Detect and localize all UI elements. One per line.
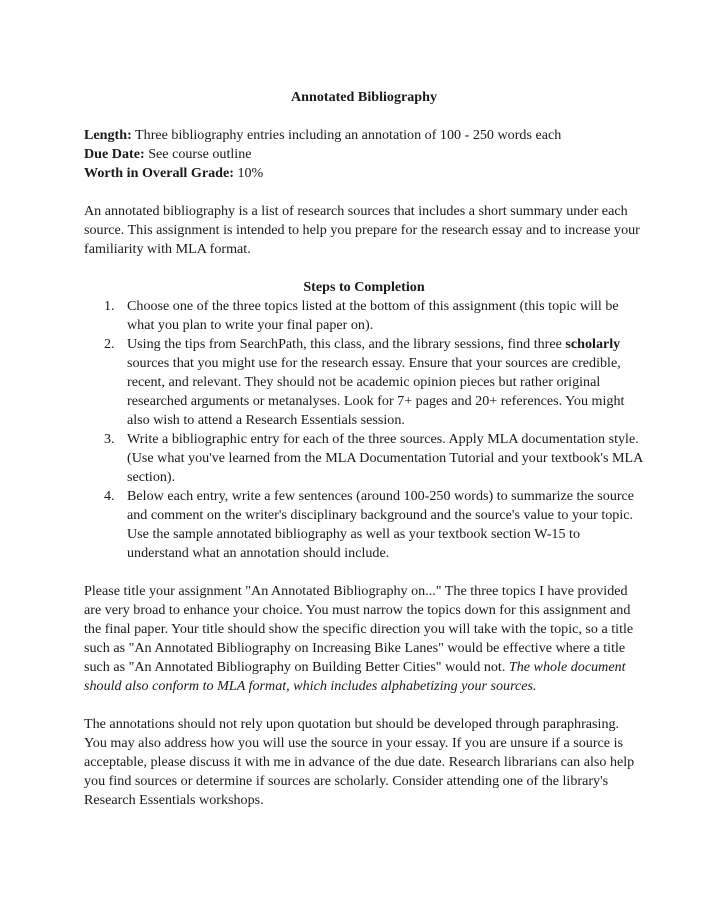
- document-title: Annotated Bibliography: [290, 89, 438, 105]
- steps-heading: Steps to Completion: [303, 279, 425, 295]
- step-number: 2.: [104, 336, 115, 352]
- intro-paragraph: An annotated bibliography is a list of research sources that includes a short summary under each source. This assignment is intended to help you prepare for the research essay and to increase your familiarity with MLA format.: [84, 203, 640, 257]
- length-value: Three bibliography entries including an annotation of 100 - 250 words each: [131, 127, 562, 143]
- step-item: [84, 335, 644, 430]
- step-number: 4.: [104, 488, 115, 504]
- title-instructions-paragraph: [84, 582, 644, 696]
- step-item: [84, 297, 644, 335]
- due-date-line: [84, 145, 644, 164]
- step-text: Below each entry, write a few sentences (around 100-250 words) to summarize the source and comment on the writer's disciplinary background and the source's value to your topic. Use the sample annotated bibliography as well as your textbook section W-15 to understand what an annotation should include.: [127, 488, 635, 561]
- mla-format-note: The whole document should also conform to MLA format, which includes alphabetizing your sources.: [84, 659, 626, 694]
- step-item: [84, 430, 644, 487]
- length-line: [84, 126, 644, 145]
- title-instructions-text: Please title your assignment "An Annotated Bibliography on..." The three topics I have provided are very broad to enhance your choice. You must narrow the topics down for this assignment and the final paper. Your title should show the specific direction you will take with the topic, so a title such as "An Annotated Bibliography on Increasing Bike Lanes" would be effective where a title such as "An Annotated Bibliography on Building Better Cities" would not.: [84, 583, 634, 675]
- step-bold-word: scholarly: [565, 336, 621, 352]
- step-text-continued: sources that you might use for the research essay. Ensure that your sources are credible, recent, and relevant. They should not be academic opinion pieces but rather original researched arguments or metanalyses. Look for 7+ pages and 20+ references. You might also wish to attend a Research Essentials session.: [127, 355, 625, 428]
- assignment-meta: [84, 126, 644, 183]
- length-label: Length:: [84, 127, 132, 143]
- worth-label: Worth in Overall Grade:: [84, 165, 234, 181]
- step-text: Write a bibliographic entry for each of the three sources. Apply MLA documentation style. (Use what you've learned from the MLA Documentation Tutorial and your textbook's MLA section).: [127, 431, 643, 485]
- worth-value: 10%: [233, 165, 264, 181]
- step-text: Using the tips from SearchPath, this class, and the library sessions, find three: [127, 336, 566, 352]
- steps-list: [84, 297, 644, 563]
- due-date-value: See course outline: [144, 146, 252, 162]
- due-date-label: Due Date:: [84, 146, 145, 162]
- document-page: [84, 88, 644, 810]
- step-item: [84, 487, 644, 563]
- step-number: 3.: [104, 431, 115, 447]
- closing-paragraph: The annotations should not rely upon quotation but should be developed through paraphrasing. You may also address how you will use the source in your essay. If you are unsure if a source is acceptable, please discuss it with me in advance of the due date. Research librarians can also help you find sources or determine if sources are scholarly. Consider attending one of the library's Research Essentials workshops.: [84, 716, 635, 808]
- step-number: 1.: [104, 298, 115, 314]
- step-text: Choose one of the three topics listed at the bottom of this assignment (this topic will be what you plan to write your final paper on).: [127, 298, 619, 333]
- worth-line: [84, 164, 644, 183]
